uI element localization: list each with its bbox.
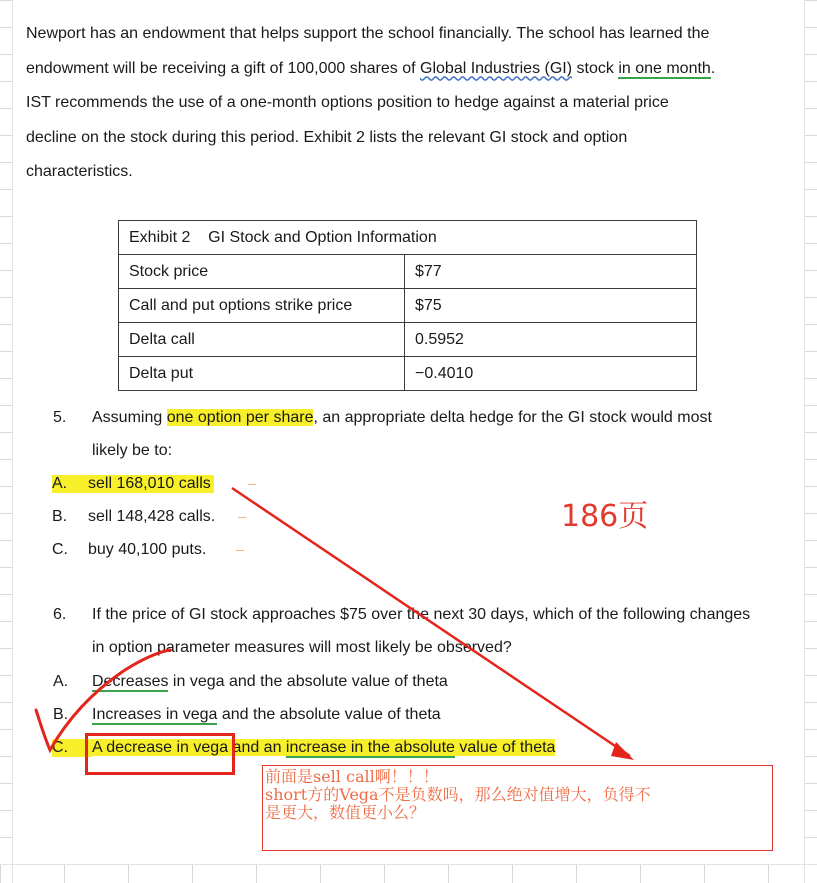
q5-option-a[interactable]: [52, 475, 214, 493]
q6-number: 6.: [53, 606, 67, 623]
option-underlined: Decreases: [92, 673, 169, 690]
passage: [26, 17, 796, 190]
option-text: in vega and the absolute value of theta: [168, 673, 448, 690]
bottom-gridline-strip: [0, 864, 817, 883]
q6-option-a[interactable]: [53, 673, 448, 691]
option-letter: B.: [53, 706, 69, 723]
comment-line-2: short方的Vega不是负数吗，那么绝对值增大，负得不: [265, 785, 651, 804]
q5-number: 5.: [53, 409, 67, 426]
table-row: [119, 289, 697, 323]
option-letter: C.: [52, 541, 68, 558]
q5-stem-c: , an appropriate delta hedge for the GI stock would most: [313, 409, 712, 426]
option-highlight-3: increase in the absolute: [285, 739, 455, 756]
right-gridline-strip: [804, 0, 817, 883]
arrow-head: [611, 742, 634, 760]
passage-line-4: decline on the stock during this period. Exhibit 2 lists the relevant GI stock and option: [26, 128, 628, 146]
q5-highlight: one option per share: [166, 409, 314, 426]
q5-option-b[interactable]: [52, 508, 215, 526]
passage-line-2-c: stock: [572, 59, 619, 77]
dash-mark: [236, 550, 244, 551]
option-highlight-1: A decrease in vega: [92, 739, 229, 756]
row-value: $77: [405, 255, 697, 289]
option-underlined: Increases in vega: [92, 706, 218, 723]
row-label: Delta call: [119, 323, 405, 357]
table-row: [119, 255, 697, 289]
row-label: Delta put: [119, 357, 405, 391]
dash-mark: [238, 517, 246, 518]
option-highlight-2: and an: [228, 739, 286, 756]
passage-line-3: IST recommends the use of a one-month options position to hedge against a material price: [26, 94, 669, 111]
comment-line-1: 前面是sell call啊！！！: [265, 767, 439, 786]
table-row: [119, 357, 697, 391]
row-value: −0.4010: [405, 357, 697, 391]
q5-stem-line-2: likely be to:: [92, 442, 173, 459]
passage-line-2-e: .: [710, 59, 716, 77]
passage-line-2: [26, 52, 796, 87]
passage-line-5: characteristics.: [26, 163, 133, 180]
option-letter: A.: [52, 475, 68, 492]
option-text: buy 40,100 puts.: [88, 541, 207, 558]
answer-highlight-box: [85, 733, 235, 775]
q5-option-c[interactable]: [52, 541, 206, 559]
option-letter: A.: [53, 673, 69, 690]
comment-line-3: 是更大，数值更小么？: [265, 803, 426, 822]
exhibit-title: Exhibit 2 GI Stock and Option Information: [119, 221, 697, 255]
time-phrase: in one month: [618, 59, 711, 77]
row-value: 0.5952: [405, 323, 697, 357]
passage-line-2-a: endowment will be receiving a gift of 100,000 shares of: [26, 59, 421, 77]
row-label: Stock price: [119, 255, 405, 289]
option-highlight-4: value of theta: [454, 739, 556, 756]
passage-line-1: Newport has an endowment that helps support the school financially. The school has learned the: [26, 25, 710, 42]
option-text: sell 168,010 calls: [88, 475, 211, 492]
exhibit-table: [118, 220, 697, 391]
table-row: [119, 323, 697, 357]
row-value: $75: [405, 289, 697, 323]
option-letter: C.: [52, 739, 92, 757]
left-gridline-strip: [0, 0, 13, 883]
page-reference-note: 186页: [561, 499, 649, 534]
q6-stem-line-1: If the price of GI stock approaches $75 over the next 30 days, which of the following changes: [92, 606, 751, 623]
exhibit-title-row: [119, 221, 697, 255]
option-text: and the absolute value of theta: [217, 706, 441, 723]
option-text: sell 148,428 calls.: [88, 508, 216, 525]
dash-mark: [248, 484, 256, 485]
comment-box: [262, 765, 773, 851]
q6-stem-line-2: in option parameter measures will most likely be observed?: [92, 639, 512, 656]
row-label: Call and put options strike price: [119, 289, 405, 323]
q6-option-b[interactable]: [53, 706, 441, 724]
q5-stem-line-1: [92, 409, 712, 427]
q5-stem-a: Assuming: [92, 409, 167, 426]
company-name: Global Industries (GI): [420, 59, 573, 77]
option-letter: B.: [52, 508, 68, 525]
